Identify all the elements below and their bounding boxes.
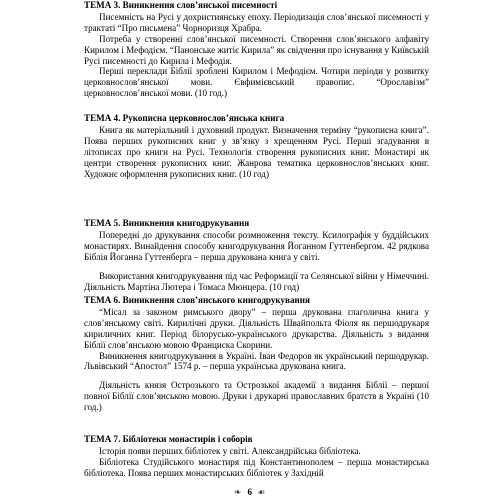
page-number: 6 bbox=[247, 487, 252, 497]
topic-5-section bbox=[84, 218, 429, 292]
topic-3-paragraph-1: Писемність на Русі у дохристиянську епоху. Періодизація слов’янської писемності у трактаті “Про письмена” Чорноризця Храбра. bbox=[84, 11, 429, 33]
topic-3-title: ТЕМА 3. Виникнення слов’янської писемності bbox=[84, 0, 278, 10]
topic-7-paragraph-1: Історія появи перших бібліотек у світі. Александрійська бібліотека. bbox=[99, 445, 361, 456]
topic-5-paragraph-2: Використання книгодрукування під час Реформації та Селянської війни у Німеччині. Діяльність Мартіна Лютера і Томаса Мюнцера. (10 год) bbox=[84, 270, 429, 292]
topic-5-title: ТЕМА 5. Виникнення книгодрукування bbox=[84, 218, 250, 228]
topic-6-paragraph-3: Діяльність князя Острозького та Острозької академії з видання Біблії – першої повної Біблії слов’янською мовою. Друки і друкарні православних братств в Україні (10 год.) bbox=[84, 380, 429, 413]
ornament-right-icon: ☙ bbox=[257, 487, 267, 497]
topic-7-title: ТЕМА 7. Бібліотеки монастирів і соборів bbox=[84, 434, 253, 444]
topic-4-section bbox=[84, 113, 429, 179]
topic-3-paragraph-2: Потреба у створенні слов’янської писемності. Створення слов’янського алфавіту Кирилом і Мефодієм. “Панонське житіє Кирила” як свідчення про існування у Київській Русі писемності до Кирила і Мефодія. bbox=[84, 33, 429, 66]
topic-3-section bbox=[84, 0, 429, 99]
topic-5-paragraph-1: Попередні до друкування способи розмноження тексту. Ксилографія у буддійських монастирях. Винайдення способу книгодрукування Йоганном Гуттенбергом. 42 рядкова Біблія Йоганна Гуттенберга – перша друкована книга у світі. bbox=[84, 229, 429, 262]
topic-7-section bbox=[84, 434, 429, 479]
ornament-left-icon: ❧ bbox=[233, 487, 243, 497]
topic-6-paragraph-1: “Місал за законом римського двору” – перша друкована глаголична книга у слов’янському світі. Кирилічні друки. Діяльність Швайпольта Фіоля як першодрукаря кириличних книг. Період білорусько-українського друкарства. Діяльність з видання Біблії слов’янською мовою Франциска Скорини. bbox=[84, 306, 429, 350]
topic-7-paragraph-2: Бібліотека Студійського монастиря під Константинополем – перша монастирська бібліотека. Поява перших монастирських бібліотек у Західній bbox=[84, 456, 429, 478]
topic-6-paragraph-2: Виникнення книгодрукування в Україні. Іван Федоров як український першодрукар. Львівський “Апостол” 1574 р. – перша українська друкована книга. bbox=[84, 350, 429, 372]
topic-3-paragraph-3: Перші переклади Біблії зроблені Кирилом і Мефодієм. Чотири періоди у розвитку церковнослов’янської мови. Євфимієвський правопис. “Орославізм” церковнослов’янської мови. (10 год.) bbox=[84, 66, 429, 99]
page-footer bbox=[0, 486, 500, 498]
topic-6-section bbox=[84, 295, 429, 413]
topic-4-paragraph-1: Книга як матеріальний і духовний продукт. Визначення терміну “рукописна книга”. Поява перших рукописних книг у зв’язку з хрещенням Русі. Перші згадування в літописах про книги на Русі. Технологія створення рукописних книг. Монастирі як центри створення рукописних книг. Жанрова тематика церковнослов’янських книг. Художнє оформлення рукописних книг. (10 год) bbox=[84, 124, 429, 179]
topic-6-title: ТЕМА 6. Виникнення слов’янського книгодрукування bbox=[84, 295, 310, 305]
topic-4-title: ТЕМА 4. Рукописна церковнослов’янська книга bbox=[84, 113, 285, 123]
